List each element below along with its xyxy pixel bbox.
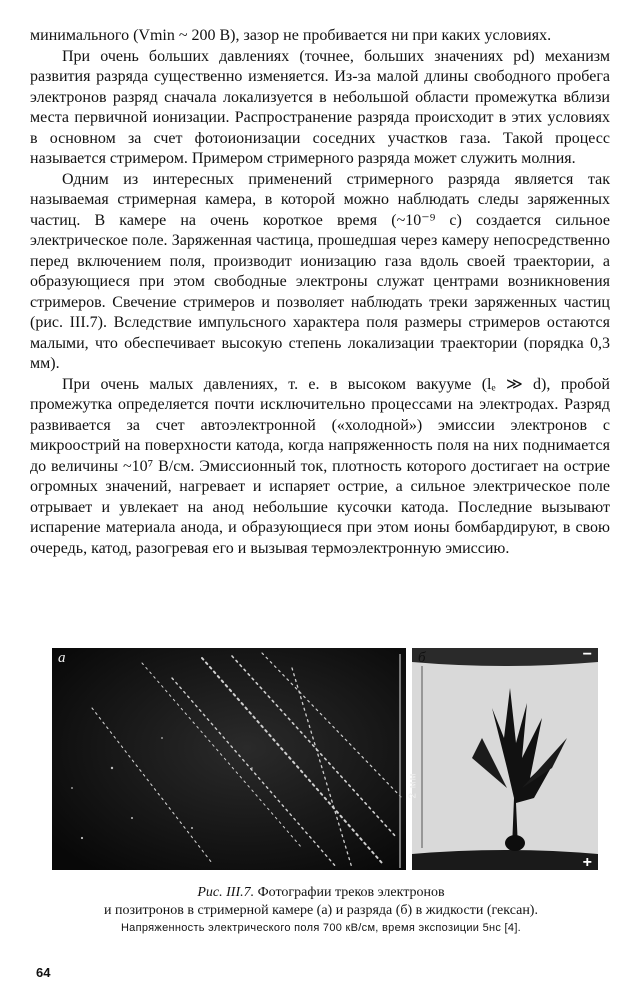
figure-iii-7 xyxy=(52,648,598,870)
streamer-chamber-photo xyxy=(52,648,406,870)
panel-b-label: б xyxy=(418,650,426,666)
paragraph-1: минимального (Vmin ~ 200 В), зазор не пробивается ни при каких условиях. xyxy=(30,27,552,44)
figure-caption xyxy=(30,884,612,936)
cathode-minus-sign: − xyxy=(582,646,592,663)
paragraph-2: При очень больших давлениях (точнее, больших значениях pd) механизм развития разряда существенно изменяется. Из-за малой длины свободного пробега электронов разряд сначала локализуется в небольшой области промежутка вблизи места первичной ионизации. Распространение разряда происходит в этих условиях в основном за счет фотоионизации соседних участков газа. Такой процесс называется стримером. Примером стримерного разряда может служить молния. xyxy=(30,47,610,167)
caption-line-3: Напряженность электрического поля 700 кВ/см, время экспозиции 5нс [4]. xyxy=(120,922,522,934)
anode-plus-sign: + xyxy=(582,854,592,871)
liquid-discharge-photo xyxy=(407,646,598,871)
paragraph-3: Одним из интересных применений стримерного разряда является так называемая стримерная камера, в которой можно наблюдать следы заряженных частиц. В камере на очень короткое время (~10⁻⁹ с) создается сильное электрическое поле. Заряженная частица, прошедшая через камеру непосредственно перед включением поля, производит ионизацию газа вдоль своей траектории, а образующиеся при этом свободные электроны служат центрами возникновения стримеров. Свечение стримеров и позволяет наблюдать треки заряженных частиц (рис. III.7). Вследствие импульсного характера поля размеры стримеров остаются малыми, что обеспечивает высокую степень локализации траектории (порядка 0,3 мм). xyxy=(30,170,610,372)
figure-reference: Рис. III.7. xyxy=(197,885,255,900)
caption-line-1 xyxy=(30,884,612,902)
paragraph-4: При очень малых давлениях, т. е. в высоком вакууме (lₑ ≫ d), пробой промежутка определяется почти исключительно процессами на электродах. Разряд развивается за счет автоэлектронной («холодной») эмиссии электронов с микроострий на поверхности катода, когда напряженность поля на них поднимается до величины ~10⁷ В/см. Эмиссионный ток, плотность которого достигает на острие огромных значений, нагревает и испаряет острие, а сильное электрическое поле отрывает и увлекает на анод небольшие кусочки катода. Последние вызывают испарение материала анода, и образующиеся при этом ионы бомбардируют, в свою очередь, катод, разогревая его и вызывая термоэлектронную эмиссию. xyxy=(30,375,610,557)
particle-tracks-graphic xyxy=(52,648,406,870)
page-body xyxy=(30,26,610,559)
scale-bar-label: 2 мм xyxy=(407,772,419,799)
caption-title: Фотографии треков электронов xyxy=(254,885,445,900)
panel-a-label: а xyxy=(58,650,66,666)
discharge-tree-graphic xyxy=(412,648,598,870)
caption-line-2: и позитронов в стримерной камере (а) и разряда (б) в жидкости (гексан). xyxy=(104,903,538,918)
page-number: 64 xyxy=(36,965,51,980)
